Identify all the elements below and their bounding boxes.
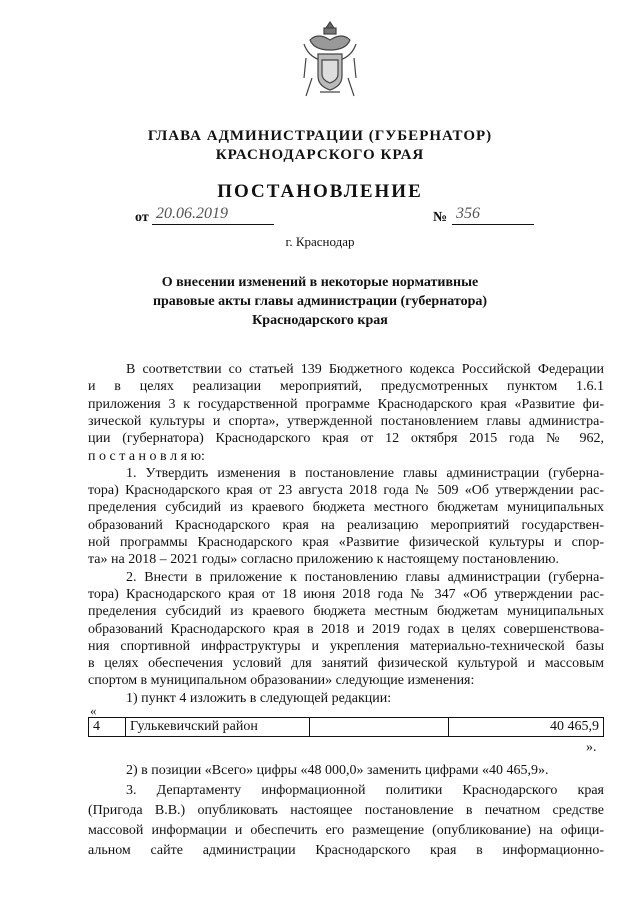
body-text-line: зической культуры и спорта», утвержденной постановлением главы администра- — [88, 413, 604, 429]
body-text-line: пределения субсидий из краевого бюджета местного бюджетам муниципальных — [88, 500, 604, 516]
body-text-line: 1. Утвердить изменения в постановление главы администрации (губерна- — [126, 465, 604, 481]
amendment-table — [88, 717, 604, 737]
body-text-line: В соответствии со статьей 139 Бюджетного кодекса Российской Федерации — [126, 362, 604, 377]
body-text-line: 3. Департаменту информационной политики Краснодарского края — [126, 783, 604, 798]
document-type: ПОСТАНОВЛЕНИЕ — [217, 181, 423, 202]
org-name-line-1: ГЛАВА АДМИНИСТРАЦИИ (ГУБЕРНАТОР) — [147, 128, 493, 144]
document-title-line: Краснодарского края — [252, 313, 388, 328]
quote-open-mark: « — [90, 703, 97, 718]
body-text-line: приложения 3 к государственной программе Краснодарского края «Развитие фи- — [88, 396, 604, 412]
body-text-line: пределения субсидий из краевого бюджета местным бюджетам муниципальных — [88, 604, 604, 620]
body-text-line: спортом в муниципальном образовании» следующие изменения: — [88, 673, 475, 689]
table-cell-amount: 40 465,9 — [449, 718, 604, 737]
body-text-line: тора) Краснодарского края от 18 июня 2018 года № 347 «Об утверждении рас- — [88, 586, 604, 602]
date-label: от — [135, 210, 149, 225]
body-text-line: 1) пункт 4 изложить в следующей редакции: — [126, 690, 392, 706]
number-value: 356 — [452, 205, 534, 225]
table-cell-empty — [310, 718, 449, 737]
document-title-line: О внесении изменений в некоторые нормативные — [161, 275, 479, 290]
body-text-line: образований Краснодарского края в 2018 и 2019 годах в целях совершенствова- — [88, 621, 604, 637]
number-label: № — [433, 210, 448, 225]
body-text-line: 2. Внести в приложение к постановлению главы администрации (губерна- — [126, 569, 604, 585]
body-text-line: ции (губернатора) Краснодарского края от 12 октября 2015 года № 962, — [88, 431, 604, 447]
date-value: 20.06.2019 — [152, 205, 274, 225]
org-name-line-2: КРАСНОДАРСКОГО КРАЯ — [215, 147, 425, 163]
body-text-line: ной программы Краснодарского края «Развитие физической культуры и спор- — [88, 535, 604, 550]
body-text-line: альном сайте администрации Краснодарского края в информационно- — [88, 843, 604, 858]
body-text-line: (Пригода В.В.) опубликовать настоящее постановление в печатном средстве — [88, 803, 604, 818]
city: г. Краснодар — [285, 234, 355, 249]
body-text-line: п о с т а н о в л я ю: — [88, 448, 205, 464]
coat-of-arms-icon — [300, 18, 360, 100]
body-text-line: тора) Краснодарского края от 23 августа 2018 года № 509 «Об утверждении рас- — [88, 483, 604, 499]
body-text-line: в целях обеспечения условий для занятий физической культурой и массовым — [88, 656, 604, 672]
body-text-line: 2) в позиции «Всего» цифры «48 000,0» заменить цифрами «40 465,9». — [126, 763, 549, 778]
body-text-line: образований Краснодарского края на реализацию мероприятий государствен- — [88, 517, 604, 533]
table-row — [89, 718, 604, 737]
body-text-line: и в целях реализации мероприятий, предусмотренных пунктом 1.6.1 — [88, 379, 604, 395]
document-title-line: правовые акты главы администрации (губернатора) — [152, 294, 488, 309]
quote-close-mark: ». — [586, 740, 597, 755]
body-text-line: ния спортивной инфраструктуры и укрепления материально-технической базы — [88, 638, 604, 654]
table-cell-number: 4 — [89, 718, 126, 737]
table-cell-district: Гулькевичский район — [126, 718, 310, 737]
body-text-line: массовой информации и обеспечить его размещение (опубликование) на офици- — [88, 823, 604, 838]
body-text-line: та» на 2018 – 2021 годы» согласно приложению к настоящему постановлению. — [88, 552, 559, 568]
